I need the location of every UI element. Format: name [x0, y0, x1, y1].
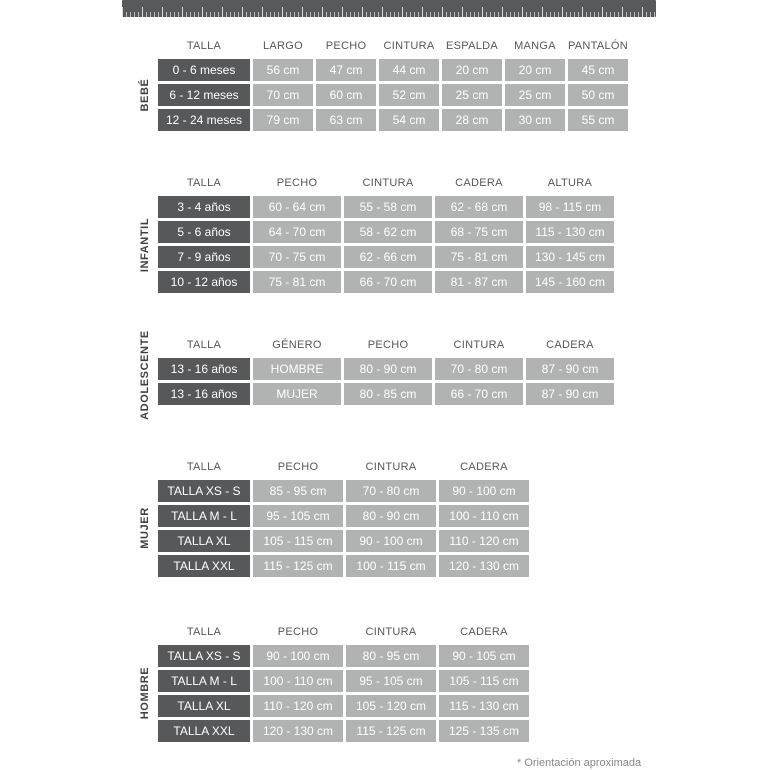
measurement-cell: MUJER: [253, 383, 341, 405]
measurement-cell: 105 - 115 cm: [253, 530, 343, 552]
column-header: CADERA: [460, 461, 508, 473]
column-header: PECHO: [367, 339, 409, 351]
measurement-cell: 98 - 115 cm: [526, 196, 614, 218]
column-header: CINTURA: [365, 461, 417, 473]
size-grid-infantil: [158, 173, 614, 293]
column-header: CINTURA: [453, 339, 505, 351]
size-label-cell: TALLA XL: [158, 530, 250, 552]
measurement-cell: 80 - 90 cm: [344, 358, 432, 380]
size-table-bebe: [139, 36, 629, 131]
measurement-cell: 115 - 130 cm: [439, 695, 529, 717]
measurement-cell: 145 - 160 cm: [526, 271, 614, 293]
size-label-cell: TALLA XXL: [158, 555, 250, 577]
measurement-cell: 20 cm: [505, 59, 565, 81]
measurement-cell: 52 cm: [379, 84, 439, 106]
column-header: CADERA: [546, 339, 594, 351]
column-header: ESPALDA: [445, 40, 499, 52]
measurement-cell: 95 - 105 cm: [253, 505, 343, 527]
measurement-cell: 60 cm: [316, 84, 376, 106]
measurement-cell: 70 - 75 cm: [253, 246, 341, 268]
column-header: TALLA: [186, 339, 222, 351]
measurement-cell: 58 - 62 cm: [344, 221, 432, 243]
column-header: CADERA: [460, 626, 508, 638]
column-header: TALLA: [186, 40, 222, 52]
measurement-cell: 130 - 145 cm: [526, 246, 614, 268]
measurement-cell: 80 - 85 cm: [344, 383, 432, 405]
measurement-cell: 75 - 81 cm: [253, 271, 341, 293]
column-header: ALTURA: [547, 177, 593, 189]
column-header: PECHO: [277, 461, 319, 473]
measurement-cell: 90 - 100 cm: [439, 480, 529, 502]
measurement-cell: 110 - 120 cm: [439, 530, 529, 552]
measurement-cell: 80 - 95 cm: [346, 645, 436, 667]
measurement-cell: 25 cm: [505, 84, 565, 106]
measurement-cell: 28 cm: [442, 109, 502, 131]
measurement-cell: 68 - 75 cm: [435, 221, 523, 243]
measurement-cell: 54 cm: [379, 109, 439, 131]
measurement-cell: 60 - 64 cm: [253, 196, 341, 218]
column-header: MANGA: [514, 40, 556, 52]
measurement-cell: 110 - 120 cm: [253, 695, 343, 717]
measurement-cell: 47 cm: [316, 59, 376, 81]
measurement-cell: 87 - 90 cm: [526, 383, 614, 405]
category-label-adolescente: ADOLESCENTE: [139, 330, 151, 420]
size-label-cell: 6 - 12 meses: [158, 84, 250, 106]
size-grid-bebe: [158, 36, 628, 131]
size-label-cell: 7 - 9 años: [158, 246, 250, 268]
measurement-cell: 115 - 130 cm: [526, 221, 614, 243]
measuring-tape-icon: [122, 0, 656, 17]
measurement-cell: 90 - 105 cm: [439, 645, 529, 667]
measurement-cell: 81 - 87 cm: [435, 271, 523, 293]
measurement-cell: 44 cm: [379, 59, 439, 81]
measurement-cell: HOMBRE: [253, 358, 341, 380]
measurement-cell: 95 - 105 cm: [346, 670, 436, 692]
size-grid-mujer: [158, 457, 529, 577]
measurement-cell: 100 - 110 cm: [439, 505, 529, 527]
column-header: GÉNERO: [272, 339, 322, 351]
measurement-cell: 120 - 130 cm: [439, 555, 529, 577]
size-table-hombre: [139, 622, 529, 742]
size-label-cell: TALLA XS - S: [158, 480, 250, 502]
size-label-cell: TALLA M - L: [158, 505, 250, 527]
measurement-cell: 45 cm: [568, 59, 628, 81]
size-label-cell: 3 - 4 años: [158, 196, 250, 218]
measurement-cell: 80 - 90 cm: [346, 505, 436, 527]
size-table-mujer: [139, 457, 529, 577]
measurement-cell: 62 - 66 cm: [344, 246, 432, 268]
measurement-cell: 125 - 135 cm: [439, 720, 529, 742]
column-header: TALLA: [186, 461, 222, 473]
column-header: CINTURA: [365, 626, 417, 638]
approximate-orientation-note: * Orientación aproximada: [517, 757, 642, 769]
category-label-mujer: MUJER: [139, 507, 151, 549]
size-label-cell: TALLA XS - S: [158, 645, 250, 667]
measurement-cell: 79 cm: [253, 109, 313, 131]
size-label-cell: TALLA XXL: [158, 720, 250, 742]
measurement-cell: 100 - 110 cm: [253, 670, 343, 692]
measurement-cell: 90 - 100 cm: [253, 645, 343, 667]
column-header: TALLA: [186, 626, 222, 638]
measurement-cell: 105 - 115 cm: [439, 670, 529, 692]
measurement-cell: 62 - 68 cm: [435, 196, 523, 218]
measurement-cell: 25 cm: [442, 84, 502, 106]
measurement-cell: 20 cm: [442, 59, 502, 81]
measurement-cell: 70 - 80 cm: [435, 358, 523, 380]
size-label-cell: TALLA XL: [158, 695, 250, 717]
measurement-cell: 64 - 70 cm: [253, 221, 341, 243]
measurement-cell: 63 cm: [316, 109, 376, 131]
column-header: CADERA: [455, 177, 503, 189]
measurement-cell: 120 - 130 cm: [253, 720, 343, 742]
measurement-cell: 50 cm: [568, 84, 628, 106]
measurement-cell: 115 - 125 cm: [346, 720, 436, 742]
size-label-cell: 13 - 16 años: [158, 358, 250, 380]
size-grid-adolescente: [158, 335, 614, 405]
measurement-cell: 55 - 58 cm: [344, 196, 432, 218]
measurement-cell: 115 - 125 cm: [253, 555, 343, 577]
column-header: PECHO: [277, 626, 319, 638]
measurement-cell: 70 cm: [253, 84, 313, 106]
size-label-cell: 10 - 12 años: [158, 271, 250, 293]
category-label-bebe: BEBÉ: [139, 78, 151, 112]
measurement-cell: 66 - 70 cm: [344, 271, 432, 293]
measurement-cell: 30 cm: [505, 109, 565, 131]
column-header: CINTURA: [362, 177, 414, 189]
measurement-cell: 87 - 90 cm: [526, 358, 614, 380]
category-label-infantil: INFANTIL: [139, 217, 151, 273]
measurement-cell: 56 cm: [253, 59, 313, 81]
column-header: CINTURA: [383, 40, 435, 52]
column-header: PECHO: [276, 177, 318, 189]
size-label-cell: TALLA M - L: [158, 670, 250, 692]
measurement-cell: 75 - 81 cm: [435, 246, 523, 268]
measurement-cell: 85 - 95 cm: [253, 480, 343, 502]
measurement-cell: 90 - 100 cm: [346, 530, 436, 552]
column-header: LARGO: [262, 40, 303, 52]
size-table-adolescente: [139, 330, 614, 420]
category-label-hombre: HOMBRE: [139, 666, 151, 720]
column-header: TALLA: [186, 177, 222, 189]
measurement-cell: 66 - 70 cm: [435, 383, 523, 405]
size-label-cell: 13 - 16 años: [158, 383, 250, 405]
measurement-cell: 100 - 115 cm: [346, 555, 436, 577]
measurement-cell: 105 - 120 cm: [346, 695, 436, 717]
size-label-cell: 5 - 6 años: [158, 221, 250, 243]
measurement-cell: 70 - 80 cm: [346, 480, 436, 502]
size-table-infantil: [139, 173, 614, 293]
measurement-cell: 55 cm: [568, 109, 628, 131]
size-label-cell: 12 - 24 meses: [158, 109, 250, 131]
size-label-cell: 0 - 6 meses: [158, 59, 250, 81]
column-header: PANTALÓN: [567, 40, 629, 52]
column-header: PECHO: [325, 40, 367, 52]
size-grid-hombre: [158, 622, 529, 742]
